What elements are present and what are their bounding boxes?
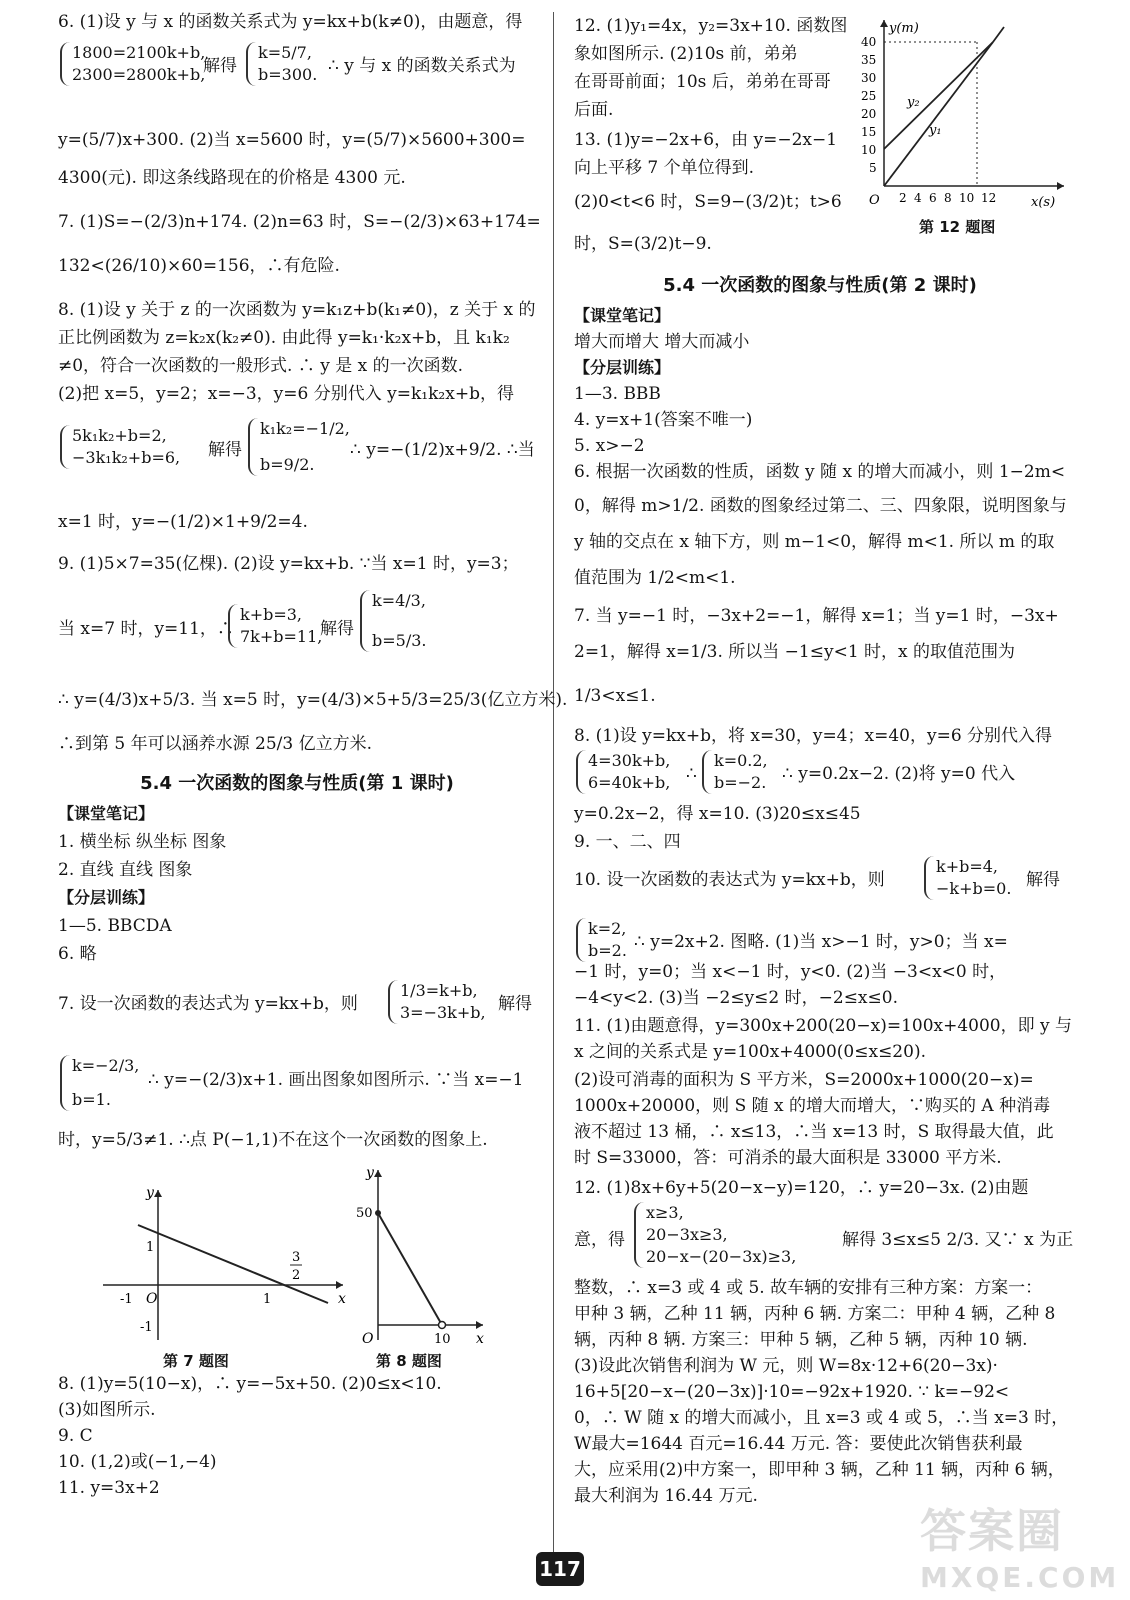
p8-tail: ∴ y=−(1/2)x+9/2. ∴当 [350, 440, 535, 460]
fig12-y-tick: 5 [869, 161, 877, 175]
fig8-segment [378, 1213, 442, 1325]
a12-ineq1: x≥3, [646, 1203, 684, 1222]
a10-result [576, 918, 627, 962]
t8-line2: (3)如图所示. [58, 1400, 156, 1420]
p6-line1: 6. (1)设 y 与 x 的函数关系式为 y=kx+b(k≠0)，由题意，得 [58, 12, 523, 32]
a10-eq2: −k+b=0. [936, 879, 1012, 898]
a12-line3: 整数，∴ x=3 或 4 或 5. 故车辆的安排有三种方案：方案一： [574, 1278, 1043, 1298]
a11-line1: 11. (1)由题意得，y=300x+200(20−x)=100x+4000，即 y 与 [574, 1016, 1073, 1036]
a8-system [576, 750, 670, 794]
fig12-y-tick: 20 [861, 107, 877, 121]
a10-line2: ∴ y=2x+2. 图略. (1)当 x>−1 时，y>0；当 x= [634, 932, 1008, 952]
p8-line6: x=1 时，y=−(1/2)×1+9/2=4. [58, 512, 308, 532]
a7-line2: 2=1，解得 x=1/3. 所以当 −1≤y<1 时，x 的取值范围为 [574, 642, 1016, 662]
a10-eq1: k+b=4, [936, 857, 999, 876]
a8-therefore: ∴ [686, 764, 697, 784]
t7-eq2: 3=−3k+b, [400, 1003, 486, 1022]
fig7-x-arrow [336, 1281, 343, 1289]
a8-res2: b=−2. [714, 773, 767, 792]
r12-line3: 在哥哥前面；10s 后，弟弟在哥哥 [574, 72, 831, 92]
p8-line3: ≠0，符合一次函数的一般形式. ∴ y 是 x 的一次函数. [58, 356, 464, 376]
tag-training-2: 【分层训练】 [574, 358, 671, 377]
tag-training: 【分层训练】 [58, 888, 155, 907]
fig12-x-tick: 12 [981, 191, 997, 205]
r12-line2: 象如图所示. (2)10s 前，弟弟 [574, 44, 798, 64]
fig8-y-label: y [366, 1165, 374, 1181]
r12-line1: 12. (1)y₁=4x，y₂=3x+10. 函数图 [574, 16, 848, 36]
fig12-y1-label: y₁ [929, 123, 942, 138]
a7-line1: 7. 当 y=−1 时，−3x+2=−1，解得 x=1；当 y=1 时，−3x+ [574, 606, 1059, 626]
fig7-x-tick-neg1: -1 [120, 1292, 133, 1307]
a8-result [702, 750, 768, 794]
fig12-x-label: x(s) [1031, 195, 1056, 210]
p6-eq1: 1800=2100k+b, [72, 43, 206, 62]
p7-line2: 132<(26/10)×60=156，∴有危险. [58, 256, 340, 276]
t7-res1: k=−2/3, [72, 1056, 140, 1075]
page-number: 117 [536, 1552, 584, 1586]
notes-2: 2. 直线 直线 图象 [58, 860, 193, 880]
figure-7-graph [98, 1185, 348, 1345]
t7-solve: 解得 [498, 994, 532, 1014]
p8-line4: (2)把 x=5，y=2；x=−3，y=6 分别代入 y=k₁k₂x+b，得 [58, 384, 514, 404]
notes-1: 1. 横坐标 纵坐标 图象 [58, 832, 227, 852]
a8-eq1: 4=30k+b, [588, 751, 671, 770]
r13-line1: 13. (1)y=−2x+6，由 y=−2x−1 [574, 130, 838, 150]
a11-line5: 液不超过 13 桶，∴ x≤13，∴当 x=13 时，S 取得最大值，此 [574, 1122, 1054, 1142]
a12-prefix: 意，得 [574, 1230, 625, 1250]
t7-eq1: 1/3=k+b, [400, 981, 478, 1000]
figure-8-graph [348, 1165, 488, 1345]
fig7-y-arrow [154, 1190, 162, 1197]
a10-res1: k=2, [588, 919, 627, 938]
fig12-y-tick: 10 [861, 143, 877, 157]
fig7-frac-num: 3 [292, 1250, 301, 1265]
a7-line3: 1/3<x≤1. [574, 686, 656, 706]
p8-res2: b=9/2. [260, 455, 315, 474]
t7-line2: ∴ y=−(2/3)x+1. 画出图象如图所示. ∵当 x=−1 [148, 1070, 524, 1090]
fig12-x-tick: 4 [914, 191, 922, 205]
answer-11: 11. y=3x+2 [58, 1478, 160, 1498]
fig12-y-arrow [880, 20, 888, 27]
p8-system [60, 425, 180, 469]
p9-line2: 当 x=7 时，y=11，∴ [58, 619, 234, 639]
fig8-x-tick-10: 10 [434, 1332, 451, 1345]
answer-9: 9. C [58, 1426, 93, 1446]
p9-solve: 解得 [320, 619, 354, 639]
a10-line1: 10. 设一次函数的表达式为 y=kx+b，则 [574, 870, 885, 890]
figure-8-caption: 第 8 题图 [376, 1352, 442, 1370]
p6-eq2: 2300=2800k+b, [72, 65, 206, 84]
fig12-y-label: y(m) [889, 21, 919, 36]
p9-system [228, 604, 322, 648]
tag-class-notes-2: 【课堂笔记】 [574, 306, 671, 325]
p6-solve: 解得 [203, 56, 237, 76]
fig12-y-tick: 40 [861, 35, 877, 49]
t7-line3: 时，y=5/3≠1. ∴点 P(−1,1)不在这个一次函数的图象上. [58, 1130, 488, 1150]
a8-line3: y=0.2x−2，得 x=10. (3)20≤x≤45 [574, 804, 861, 824]
p9-line4: ∴到第 5 年可以涵养水源 25/3 亿立方米. [58, 734, 373, 754]
a8-eq2: 6=40k+b, [588, 773, 671, 792]
p6-res1: k=5/7, [258, 43, 312, 62]
a10-system [924, 856, 1011, 900]
a10-line3: −1 时，y=0；当 x<−1 时，y<0. (2)当 −3<x<0 时， [574, 962, 1007, 982]
p8-line2: 正比例函数为 z=k₂x(k₂≠0). 由此得 y=k₁·k₂x+b，且 k₁k₂ [58, 328, 510, 348]
a12-line7: 16+5[20−x−(20−3x)]·10=−92x+1920. ∵ k=−92< [574, 1382, 1010, 1402]
a10-solve: 解得 [1026, 870, 1060, 890]
fig12-y2-label: y₂ [907, 95, 920, 110]
fig8-origin: O [362, 1331, 374, 1345]
a12-system [634, 1202, 796, 1268]
figure-12-caption: 第 12 题图 [919, 218, 996, 236]
answer-5: 5. x>−2 [574, 436, 645, 456]
fig8-y-tick-50: 50 [356, 1206, 373, 1221]
a8-res1: k=0.2, [714, 751, 768, 770]
p6-line4: 4300(元). 即这条线路现在的价格是 4300 元. [58, 168, 406, 188]
figure-12-graph [859, 14, 1069, 214]
fig12-origin: O [869, 193, 880, 208]
a12-line5: 辆，丙种 8 辆. 方案三：甲种 5 辆，乙种 5 辆，丙种 10 辆. [574, 1330, 1028, 1350]
p8-line1: 8. (1)设 y 关于 z 的一次函数为 y=k₁z+b(k₁≠0)，z 关于 x 的 [58, 300, 536, 320]
a12-line10: 大，应采用(2)中方案一，即甲种 3 辆，乙种 11 辆，丙种 6 辆， [574, 1460, 1065, 1480]
a6-line3: y 轴的交点在 x 轴下方，则 m−1<0，解得 m<1. 所以 m 的取 [574, 532, 1055, 552]
p7-line1: 7. (1)S=−(2/3)n+174. (2)n=63 时，S=−(2/3)×63+174= [58, 212, 541, 232]
fig8-y-arrow [374, 1170, 382, 1177]
fig7-y-tick-1: 1 [146, 1240, 155, 1255]
r13-line2: 向上平移 7 个单位得到. [574, 158, 755, 178]
r12-line4: 后面. [574, 100, 614, 120]
a11-line6: 时 S=33000，答：可消杀的最大面积是 33000 平方米. [574, 1148, 1002, 1168]
a12-line6: (3)设此次销售利润为 W 元，则 W=8x·12+6(20−3x)· [574, 1356, 998, 1376]
a12-line1: 12. (1)8x+6y+5(20−x−y)=120，∴ y=20−3x. (2)由题 [574, 1178, 1029, 1198]
a6-line4: 值范围为 1/2<m<1. [574, 568, 736, 588]
fig12-x-tick: 6 [929, 191, 937, 205]
fig12-y-tick: 15 [861, 125, 877, 139]
a8-tail: ∴ y=0.2x−2. (2)将 y=0 代入 [782, 764, 1016, 784]
fig12-y-tick: 35 [861, 53, 877, 67]
a11-line2: x 之间的关系式是 y=100x+4000(0≤x≤20). [574, 1042, 926, 1062]
column-divider [553, 12, 554, 1552]
fig12-line-ext [993, 27, 1004, 42]
p9-res1: k=4/3, [372, 591, 426, 610]
p8-res1: k₁k₂=−1/2, [260, 419, 350, 438]
p8-solve: 解得 [208, 440, 242, 460]
fig7-x-tick-1: 1 [263, 1292, 272, 1307]
answer-10: 10. (1,2)或(−1,−4) [58, 1452, 217, 1472]
fig7-y-label: y [146, 1185, 154, 1201]
a10-res2: b=2. [588, 941, 627, 960]
fig12-x-tick: 2 [899, 191, 907, 205]
answers-1-3: 1—3. BBB [574, 384, 661, 404]
figure-7-caption: 第 7 题图 [163, 1352, 229, 1370]
a6-line2: 0，解得 m>1/2. 函数的图象经过第二、三、四象限，说明图象与 [574, 496, 1067, 516]
a12-solve: 解得 3≤x≤5 2/3. 又∵ x 为正 [842, 1230, 1074, 1250]
a10-line4: −4<y<2. (3)当 −2≤y≤2 时，−2≤x≤0. [574, 988, 898, 1008]
p9-line1: 9. (1)5×7=35(亿棵). (2)设 y=kx+b. ∵当 x=1 时，y=3； [58, 554, 519, 574]
fig7-x-label: x [338, 1291, 346, 1307]
p6-tail: ∴ y 与 x 的函数关系式为 [328, 56, 516, 76]
answer-9-right: 9. 一、二、四 [574, 832, 681, 852]
answers-1-5: 1—5. BBCDA [58, 916, 172, 936]
p8-eq2: −3k₁k₂+b=6, [72, 448, 181, 467]
fig12-x-arrow [1057, 182, 1064, 190]
a12-line11: 最大利润为 16.44 万元. [574, 1486, 758, 1506]
t7-res2: b=1. [72, 1090, 111, 1109]
a12-line4: 甲种 3 辆，乙种 11 辆，丙种 6 辆. 方案二：甲种 4 辆，乙种 8 [574, 1304, 1056, 1324]
fig7-y-tick-neg1: -1 [140, 1320, 153, 1335]
answer-4: 4. y=x+1(答案不唯一) [574, 410, 753, 430]
fig7-origin: O [146, 1291, 158, 1307]
p9-line3: ∴ y=(4/3)x+5/3. 当 x=5 时，y=(4/3)×5+5/3=25/3(亿立方米). [58, 690, 568, 710]
a11-line4: 1000x+20000，则 S 随 x 的增大而增大，∵购买的 A 种消毒 [574, 1096, 1051, 1116]
a12-ineq2: 20−3x≥3, [646, 1225, 728, 1244]
a12-ineq3: 20−x−(20−3x)≥3, [646, 1247, 797, 1266]
a11-line3: (2)设可消毒的面积为 S 平方米，S=2000x+1000(20−x)= [574, 1070, 1034, 1090]
section-title-1: 5.4 一次函数的图象与性质(第 1 课时) [140, 773, 454, 794]
p8-result [248, 418, 350, 476]
a8-line1: 8. (1)设 y=kx+b，将 x=30，y=4；x=40，y=6 分别代入得 [574, 726, 1053, 746]
watermark-text-top: 答案圈 [920, 1504, 1064, 1558]
fig12-y-tick: 30 [861, 71, 877, 85]
t7-line1: 7. 设一次函数的表达式为 y=kx+b，则 [58, 994, 358, 1014]
p9-result [360, 590, 426, 652]
fig8-filled-point [375, 1210, 381, 1216]
a12-line9: W最大=1644 百元=16.44 万元. 答：要使此次销售获利最 [574, 1434, 1023, 1454]
section-title-2: 5.4 一次函数的图象与性质(第 2 课时) [663, 275, 977, 296]
watermark [920, 1495, 1120, 1595]
r13-line3: (2)0<t<6 时，S=9−(3/2)t；t>6 [574, 192, 842, 212]
p6-result [246, 42, 317, 86]
fig12-x-tick: 8 [944, 191, 952, 205]
notes-2-content: 增大而增大 增大而减小 [574, 332, 750, 352]
fig8-open-point [439, 1322, 446, 1329]
p9-eq2: 7k+b=11, [240, 627, 323, 646]
a12-line8: 0，∴ W 随 x 的增大而减小，且 x=3 或 4 或 5，∴当 x=3 时， [574, 1408, 1069, 1428]
p6-system [60, 42, 205, 86]
fig8-x-arrow [476, 1321, 483, 1329]
p6-res2: b=300. [258, 65, 318, 84]
fig7-frac-den: 2 [292, 1268, 301, 1283]
t8-line1: 8. (1)y=5(10−x)，∴ y=−5x+50. (2)0≤x<10. [58, 1374, 442, 1394]
answer-6: 6. 略 [58, 944, 97, 964]
t7-system [388, 980, 486, 1024]
p9-eq1: k+b=3, [240, 605, 303, 624]
r13-line4: 时，S=(3/2)t−9. [574, 234, 712, 254]
p6-line3: y=(5/7)x+300. (2)当 x=5600 时，y=(5/7)×5600+300= [58, 130, 526, 150]
fig12-x-tick: 10 [959, 191, 975, 205]
t7-result [60, 1055, 139, 1111]
watermark-text-bottom: MXQE.COM [920, 1561, 1120, 1594]
tag-class-notes: 【课堂笔记】 [58, 804, 155, 823]
fig8-x-label: x [476, 1331, 484, 1345]
p8-eq1: 5k₁k₂+b=2, [72, 426, 167, 445]
a6-line1: 6. 根据一次函数的性质，函数 y 随 x 的增大而减小，则 1−2m< [574, 462, 1066, 482]
fig12-y-tick: 25 [861, 89, 877, 103]
p9-res2: b=5/3. [372, 631, 427, 650]
